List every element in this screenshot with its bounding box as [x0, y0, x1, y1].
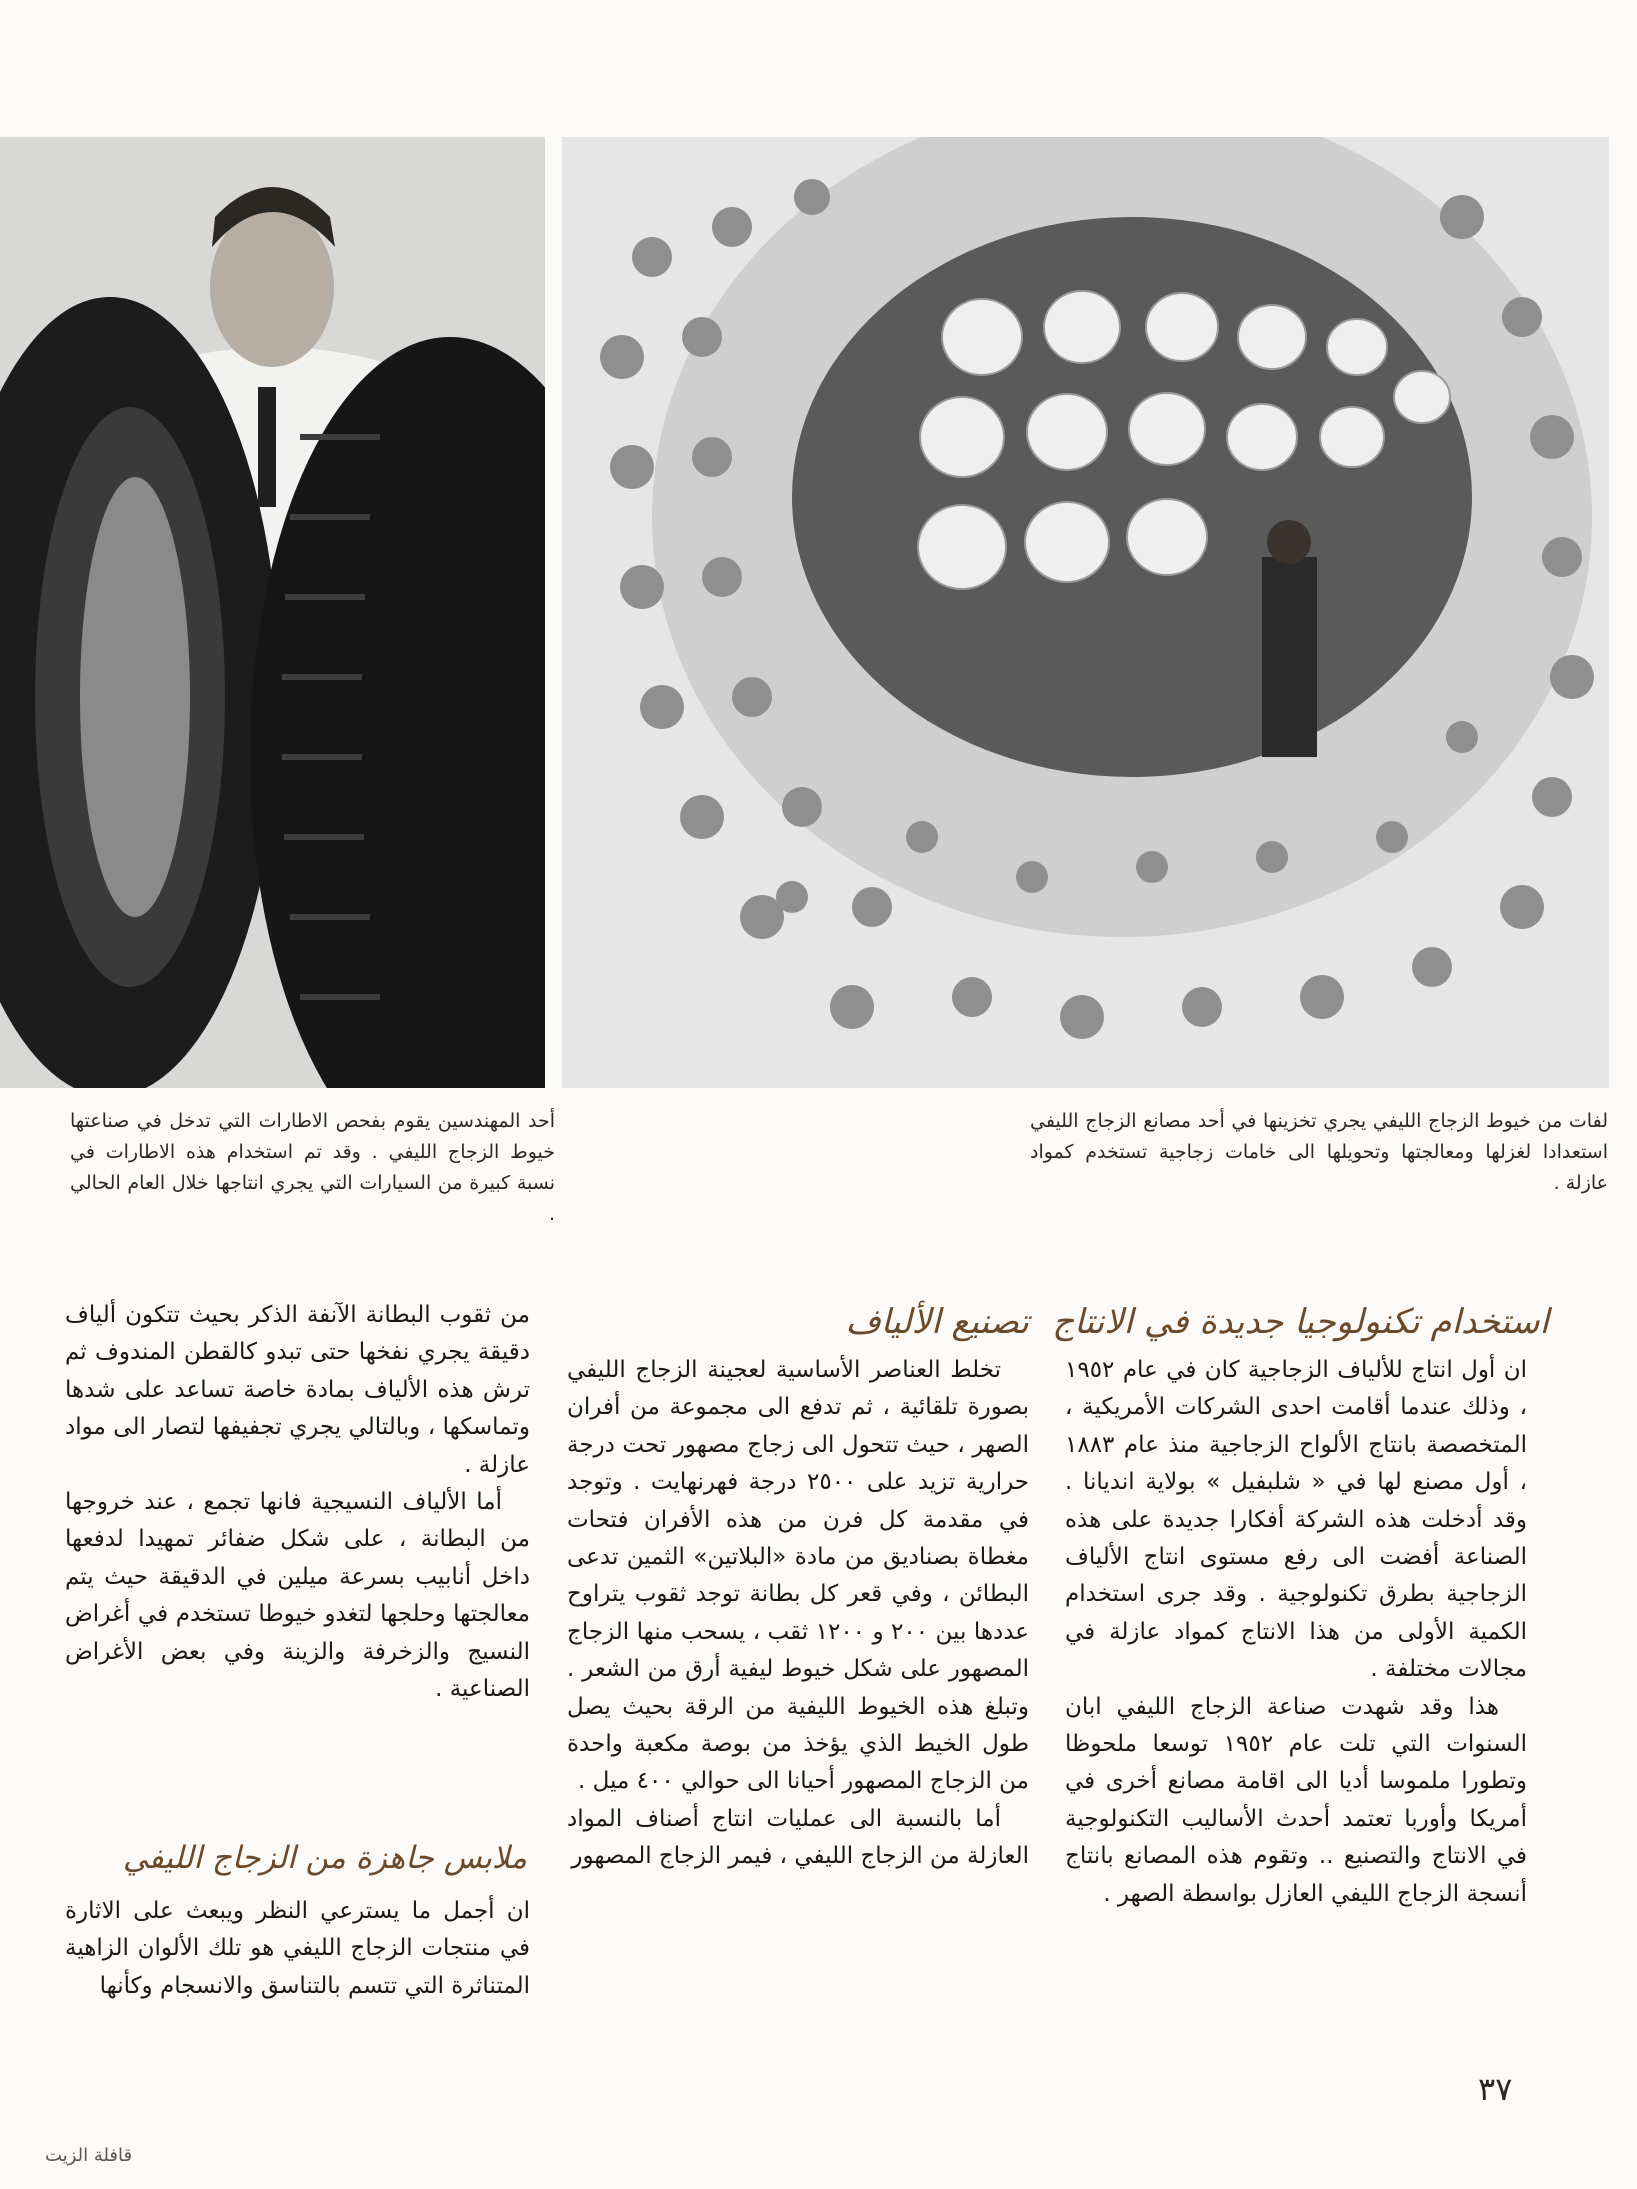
magazine-footer: قافلة الزيت: [45, 2145, 133, 2166]
tires-illustration: [0, 137, 545, 1088]
col1-heading: استخدام تكنولوجيا جديدة في الانتاج: [1052, 1302, 1549, 1342]
col3-paragraph-2: أما الألياف النسيجية فانها تجمع ، عند خروجها من البطانة ، على شكل ضفائر تمهيدا لدفعها داخل أنابيب بسرعة ميلين في الدقيقة حيث يتم معالجتها وحلجها لتغدو خيوطا تستخدم في أغراض النسيج والزخرفة والزينة وفي بعض الأغراض الصناعية .: [65, 1489, 530, 1703]
col1-text: [1065, 1352, 1527, 1913]
engineer-tires-photo: [0, 137, 545, 1088]
col3-heading: ملابس جاهزة من الزجاج الليفي: [122, 1840, 527, 1876]
tunnel-illustration: [562, 137, 1609, 1088]
tires-photo-caption: أحد المهندسين يقوم بفحص الاطارات التي تدخل في صناعتها خيوط الزجاج الليفي . وقد تم استخدام هذه الاطارات في نسبة كبيرة من السيارات التي يجري انتاجها خلال العام الحالي .: [70, 1110, 555, 1225]
col1-paragraph-1: ان أول انتاج للألياف الزجاجية كان في عام ١٩٥٢ ، وذلك عندما أقامت احدى الشركات الأمريكية ، المتخصصة بانتاج الألواح الزجاجية منذ عام ١٨٨٣ ، أول مصنع لها في « شلبفيل » بولاية انديانا . وقد أدخلت هذه الشركة أفكارا جديدة على هذه الصناعة أفضت الى رفع مستوى انتاج الألياف الزجاجية بطرق تكنولوجية . وقد جرى استخدام الكمية الأولى من هذا الانتاج كمواد عازلة في مجالات مختلفة .: [1065, 1357, 1527, 1683]
col3-text-top: [65, 1297, 530, 1708]
col1-paragraph-2: هذا وقد شهدت صناعة الزجاج الليفي ابان السنوات التي تلت عام ١٩٥٢ توسعا ملحوظا وتطورا ملموسا أديا الى اقامة مصانع أخرى في أمريكا وأوربا تعتمد أحدث الأساليب التكنولوجية في الانتاج والتصنيع .. وتقوم هذه المصانع بانتاج أنسجة الزجاج الليفي العازل بواسطة الصهر .: [1065, 1693, 1528, 1907]
col2-paragraph-2: أما بالنسبة الى عمليات انتاج أصناف المواد العازلة من الزجاج الليفي ، فيمر الزجاج المصهور: [567, 1805, 1029, 1870]
page-number: ٣٧: [1478, 2070, 1513, 2108]
fiberglass-spools-photo: [562, 137, 1609, 1088]
tunnel-photo-caption: لفات من خيوط الزجاج الليفي يجري تخزينها في أحد مصانع الزجاج الليفي استعدادا لغزلها ومعالجتها وتحويلها الى خامات زجاجية تستخدم كمواد عازلة .: [1030, 1110, 1608, 1194]
col3-text-bottom: [65, 1893, 530, 2005]
col2-heading: تصنيع الألياف: [845, 1302, 1029, 1342]
col2-paragraph-1: تخلط العناصر الأساسية لعجينة الزجاج الليفي بصورة تلقائية ، ثم تدفع الى مجموعة من أفران الصهر ، حيث تتحول الى زجاج مصهور تحت درجة حرارية تزيد على ٢٥٠٠ درجة فهرنهايت . وتوجد في مقدمة كل فرن من هذه الأفران فتحات مغطاة بصناديق من مادة «البلاتين» الثمين تدعى البطائن ، وفي قعر كل بطانة توجد ثقوب يتراوح عددها بين ٢٠٠ و ١٢٠٠ ثقب ، يسحب منها الزجاج المصهور على شكل خيوط ليفية أرق من الشعر . وتبلغ هذه الخيوط الليفية من الرقة بحيث يصل طول الخيط الذي يؤخذ من بوصة مكعبة واحدة من الزجاج المصهور أحيانا الى حوالي ٤٠٠ ميل .: [567, 1357, 1029, 1795]
col3-paragraph-1: من ثقوب البطانة الآنفة الذكر بحيث تتكون ألياف دقيقة يجري نفخها حتى تبدو كالقطن المندوف ثم ترش هذه الألياف بمادة خاصة تساعد على شدها وتماسكها ، وبالتالي يجري تجفيفها لتصار الى مواد عازلة .: [65, 1302, 530, 1478]
col3-paragraph-3: ان أجمل ما يسترعي النظر ويبعث على الاثارة في منتجات الزجاج الليفي هو تلك الألوان الزاهية المتناثرة التي تتسم بالتناسق والانسجام وكأنها: [65, 1898, 530, 1999]
col2-text: [567, 1352, 1029, 1876]
